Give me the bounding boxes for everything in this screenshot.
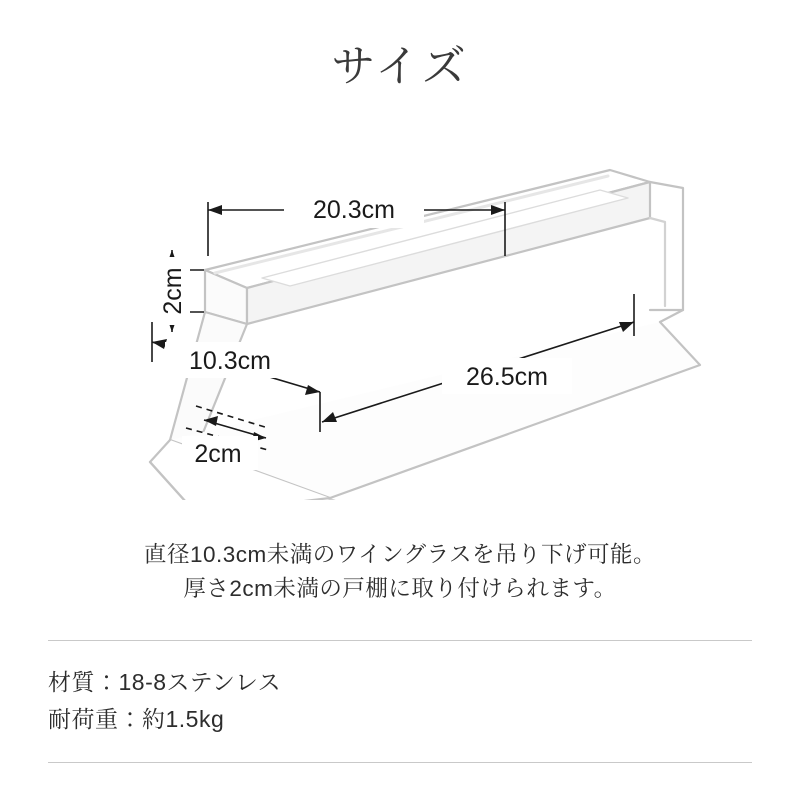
spec-load: 耐荷重：約1.5kg — [48, 706, 225, 732]
dimension-label-lip-depth: 2cm — [194, 440, 242, 468]
dimension-label-length-total: 26.5cm — [466, 363, 548, 391]
description-block — [0, 538, 800, 606]
divider-bottom — [48, 762, 752, 763]
dimension-label-width-top: 20.3cm — [313, 196, 395, 224]
diagram-svg — [0, 110, 800, 500]
dimension-label-height-side: 2cm — [159, 267, 187, 315]
product-dimension-diagram — [0, 110, 800, 500]
description-line-1: 直径10.3cm未満のワイングラスを吊り下げ可能。 — [144, 542, 656, 567]
page-title: サイズ — [331, 42, 469, 91]
spec-material: 材質：18-8ステンレス — [48, 669, 282, 695]
spec-block — [48, 664, 752, 738]
divider-top — [48, 640, 752, 641]
description-line-2: 厚さ2cm未満の戸棚に取り付けられます。 — [183, 576, 617, 601]
dimension-label-depth-front: 10.3cm — [189, 347, 271, 375]
